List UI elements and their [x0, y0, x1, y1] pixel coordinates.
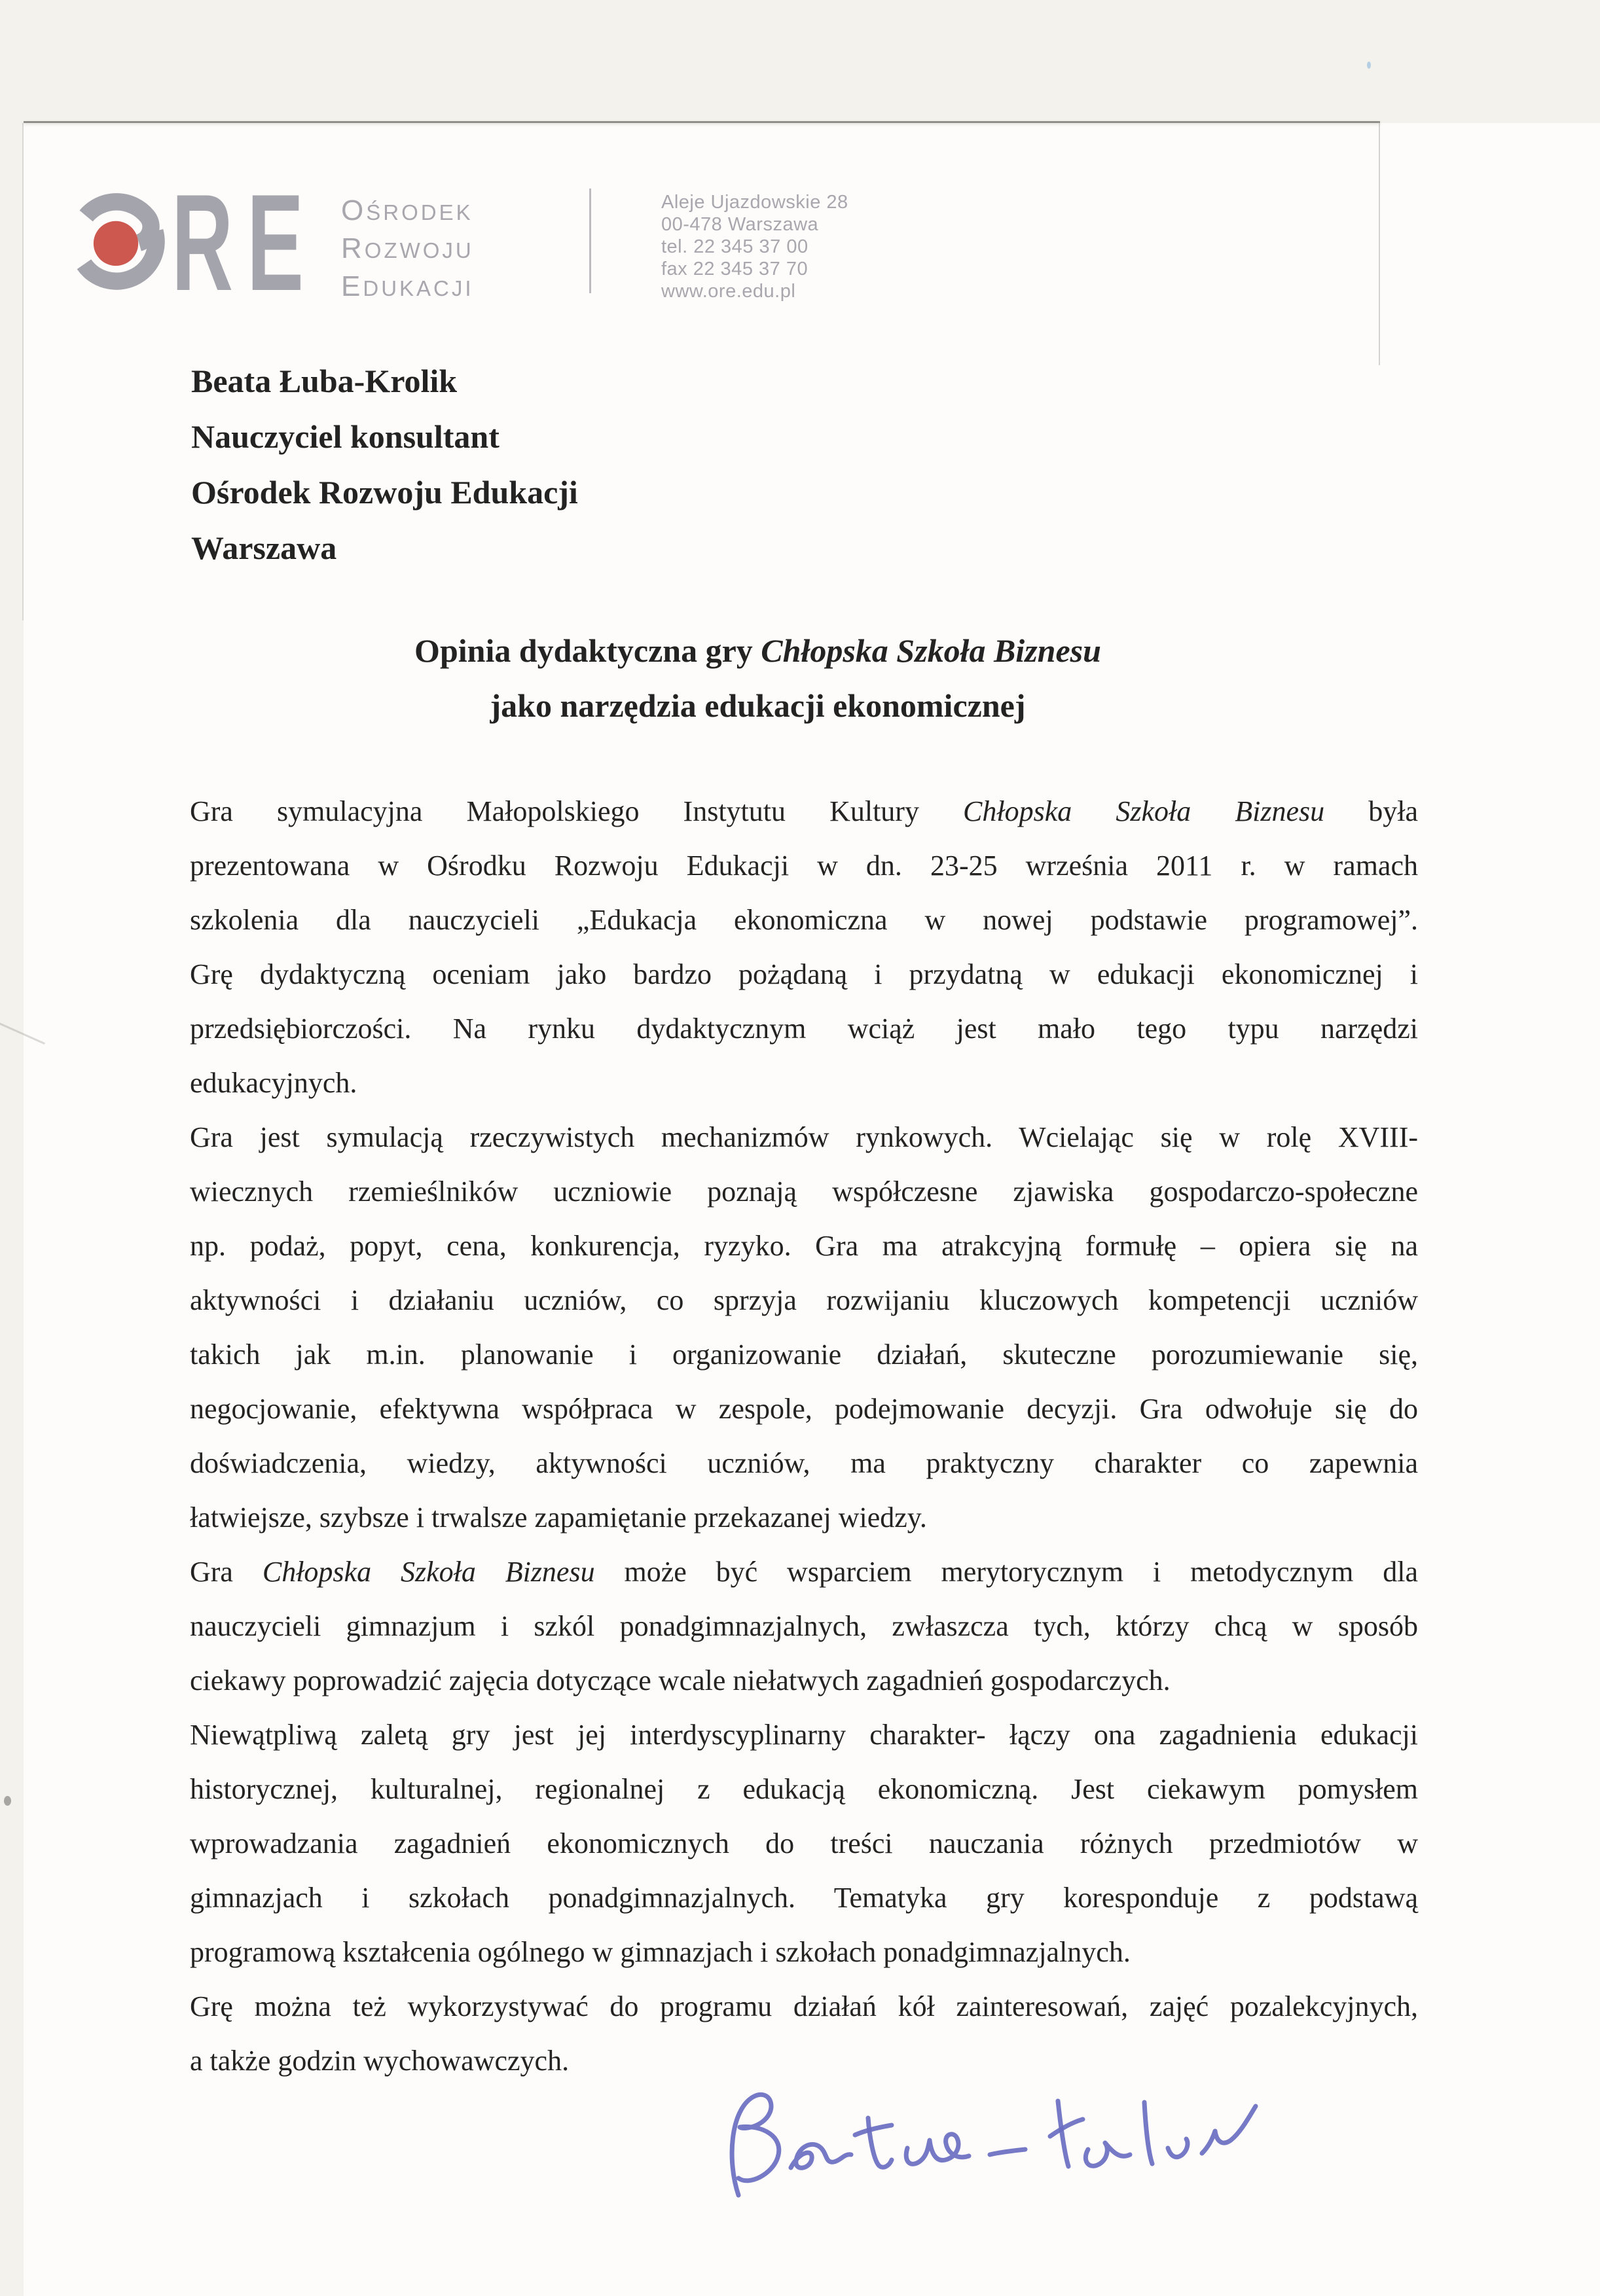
body-line: [190, 1708, 1418, 1762]
body-text: Grę dydaktyczną oceniam jako bardzo pożądaną i przydatną w edukacji ekonomicznej i: [190, 958, 1418, 990]
paper-left-edge: [22, 123, 24, 620]
title-line-2: jako narzędzia edukacji ekonomicznej: [490, 687, 1026, 724]
org-name-line: ROZWOJU: [341, 232, 474, 264]
body-text: była: [1324, 795, 1418, 827]
body-text: programową kształcenia ogólnego w gimnazjach i szkołach ponadgimnazjalnych.: [190, 1936, 1131, 1968]
body-line: [190, 1871, 1418, 1925]
body-line: [190, 1164, 1418, 1219]
handwritten-signature: [707, 2055, 1322, 2232]
body-text: wprowadzania zagadnień ekonomicznych do treści nauczania różnych przedmiotów w: [190, 1827, 1418, 1859]
body-text: aktywności i działaniu uczniów, co sprzyja rozwijaniu kluczowych kompetencji uczniów: [190, 1284, 1418, 1316]
body-text: a także godzin wychowawczych.: [190, 2045, 570, 2077]
title-text: Opinia dydaktyczna gry: [414, 632, 761, 669]
author-line: Nauczyciel konsultant: [191, 418, 500, 455]
body-line: [190, 784, 1418, 838]
body-line: [190, 1816, 1418, 1871]
body-text: łatwiejsze, szybsze i trwalsze zapamiętanie przekazanej wiedzy.: [190, 1501, 927, 1534]
body-line: [190, 1110, 1418, 1164]
body-text: Gra jest symulacją rzeczywistych mechanizmów rynkowych. Wcielając się w rolę XVIII-: [190, 1121, 1418, 1153]
document-title: [144, 623, 1372, 733]
body-text: przedsiębiorczości. Na rynku dydaktycznym wciąż jest mało tego typu narzędzi: [190, 1013, 1418, 1045]
body-text: ciekawy poprowadzić zajęcia dotyczące wcale niełatwych zagadnień gospodarczych.: [190, 1664, 1171, 1696]
body-text: prezentowana w Ośrodku Rozwoju Edukacji w dn. 23-25 września 2011 r. w ramach: [190, 850, 1418, 882]
game-title-italic: Chłopska Szkoła Biznesu: [963, 795, 1325, 827]
address-line: tel. 22 345 37 00: [661, 236, 809, 257]
body-line: [190, 1599, 1418, 1653]
paper-right-edge: [1379, 123, 1380, 365]
body-line: [190, 1382, 1418, 1436]
author-line: Ośrodek Rozwoju Edukacji: [191, 474, 578, 511]
body-line: [190, 893, 1418, 947]
address-block: [661, 191, 848, 302]
body-text: historycznej, kulturalnej, regionalnej z edukacją ekonomiczną. Jest ciekawym pomysłem: [190, 1773, 1418, 1805]
body-text: np. podaż, popyt, cena, konkurencja, ryzyko. Gra ma atrakcyjną formułę – opiera się na: [190, 1230, 1418, 1262]
body-line: [190, 1219, 1418, 1273]
body-line: [190, 1762, 1418, 1816]
body-line: [190, 947, 1418, 1001]
body-line: [190, 1653, 1418, 1708]
body-line: [190, 1056, 1418, 1110]
org-name-line: OŚRODEK: [341, 194, 473, 226]
body-text: Niewątpliwą zaletą gry jest jej interdyscyplinarny charakter- łączy ona zagadnienia edukacji: [190, 1719, 1418, 1751]
game-title-italic: Chłopska Szkoła Biznesu: [761, 632, 1101, 669]
body-line: [190, 1545, 1418, 1599]
body-text: szkolenia dla nauczycieli „Edukacja ekonomiczna w nowej podstawie programowej”.: [190, 904, 1418, 936]
body-text: doświadczenia, wiedzy, aktywności uczniów, ma praktyczny charakter co zapewnia: [190, 1447, 1418, 1479]
body-text: edukacyjnych.: [190, 1067, 357, 1099]
address-line: www.ore.edu.pl: [661, 281, 796, 302]
letter-body: [190, 784, 1418, 2088]
author-line: Beata Łuba-Krolik: [191, 363, 458, 399]
body-line: [190, 1327, 1418, 1382]
scan-mark-artifact: [1367, 62, 1371, 69]
body-text: negocjowanie, efektywna współpraca w zespole, podejmowanie decyzji. Gra odwołuje się do: [190, 1393, 1418, 1425]
body-text: gimnazjach i szkołach ponadgimnazjalnych. Tematyka gry koresponduje z podstawą: [190, 1882, 1418, 1914]
body-line: [190, 1001, 1418, 1056]
body-text: Gra: [190, 1556, 263, 1588]
body-line: [190, 1436, 1418, 1490]
body-text: takich jak m.in. planowanie i organizowanie działań, skuteczne porozumiewanie się,: [190, 1338, 1418, 1371]
game-title-italic: Chłopska Szkoła Biznesu: [262, 1556, 595, 1588]
title-line-1: [144, 623, 1372, 678]
body-text: Grę można też wykorzystywać do programu działań kół zainteresowań, zajęć pozalekcyjnych,: [190, 1990, 1418, 2022]
ore-logo-swirl-icon: [62, 187, 171, 296]
body-line: [190, 838, 1418, 893]
author-block: [191, 353, 578, 576]
body-text: może być wsparciem merytorycznym i metodycznym dla: [594, 1556, 1418, 1588]
address-line: Aleje Ujazdowskie 28: [661, 192, 848, 213]
body-line: [190, 1490, 1418, 1545]
ore-logo-letters: RE: [172, 166, 318, 319]
letterhead-divider: [589, 188, 591, 293]
body-text: nauczycieli gimnazjum i szkól ponadgimnazjalnych, zwłaszcza tych, którzy chcą w sposób: [190, 1610, 1418, 1642]
address-line: fax 22 345 37 70: [661, 259, 809, 279]
scan-mark-artifact: [4, 1796, 11, 1806]
paper-top-edge: [24, 121, 1380, 123]
body-text: wiecznych rzemieślników uczniowie poznają współczesne zjawiska gospodarczo-społeczne: [190, 1175, 1418, 1208]
org-name: [341, 192, 474, 306]
body-line: [190, 1979, 1418, 2034]
body-line: [190, 1273, 1418, 1327]
body-text: Gra symulacyjna Małopolskiego Instytutu Kultury: [190, 795, 964, 827]
author-line: Warszawa: [191, 529, 337, 566]
org-name-line: EDUKACJI: [341, 270, 474, 302]
address-line: 00-478 Warszawa: [661, 214, 819, 235]
body-line: [190, 1925, 1418, 1979]
